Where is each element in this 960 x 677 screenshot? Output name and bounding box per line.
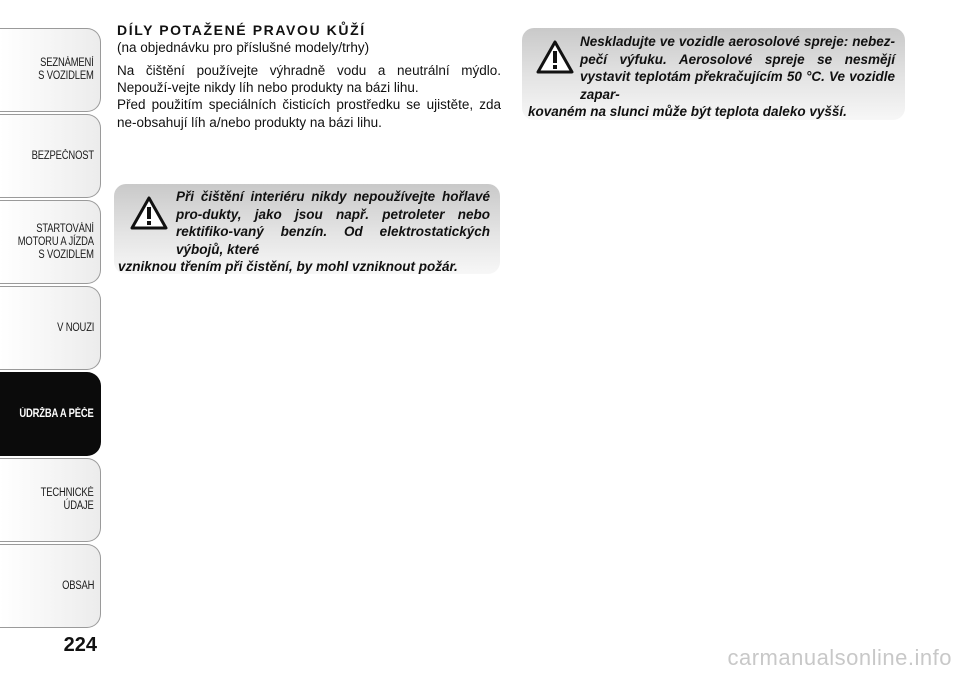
warning-interior-text: Při čištění interiéru nikdy nepoužívejte hořlavé pro-dukty, jako jsou např. petroleter nebo rektifiko-vaný benzín. Od elektrostatických výbojů, které — [176, 189, 490, 257]
warning-aerosol-tail: kovaném na slunci může být teplota daleko vyšší. — [528, 104, 847, 119]
warning-triangle-icon — [536, 40, 574, 74]
warning-aerosol-text: Neskladujte ve vozidle aerosolové spreje: nebez-pečí výfuku. Aerosolové spreje se nesmějí vystavit teplotám překračujícím 50 °C. Ve vozidle zapar- — [580, 34, 895, 102]
paragraph-special-cleaners: Před použitím speciálních čisticích prostředku se ujistěte, zda ne-obsahují líh a/nebo produkty na bázi lihu. — [117, 97, 501, 130]
tab-v-nouzi[interactable]: V NOUZI — [0, 286, 101, 370]
tab-startovani-motoru[interactable]: STARTOVÁNÍ MOTORU A JÍZDA S VOZIDLEM — [0, 200, 101, 284]
warning-interior-tail: vzniknou třením při čistění, by mohl vzniknout požár. — [118, 259, 458, 274]
tab-technicke-udaje[interactable]: TECHNICKÉ ÚDAJE — [0, 458, 101, 542]
section-subtitle: (na objednávku pro příslušné modely/trhy) — [117, 40, 370, 55]
tab-seznameni-s-vozidlem[interactable]: SEZNÁMENÍ S VOZIDLEM — [0, 28, 101, 112]
watermark: carmanualsonline.info — [727, 645, 952, 670]
page-number: 224 — [63, 634, 97, 656]
leather-section — [117, 22, 501, 131]
tab-bezpecnost[interactable]: BEZPEČNOST — [0, 114, 101, 198]
paragraph-cleaning: Na čištění používejte výhradně vodu a neutrální mýdlo. Nepouží-vejte nikdy líh nebo produkty na bázi lihu. — [117, 63, 501, 96]
tab-udrzba-a-pece[interactable]: ÚDRŽBA A PÉČE — [0, 372, 101, 456]
warning-box-interior — [114, 184, 500, 274]
section-title: DÍLY POTAŽENÉ PRAVOU KŮŽÍ — [117, 22, 366, 38]
tab-obsah[interactable]: OBSAH — [0, 544, 101, 628]
warning-box-aerosol — [522, 28, 905, 120]
warning-triangle-icon — [130, 196, 168, 230]
